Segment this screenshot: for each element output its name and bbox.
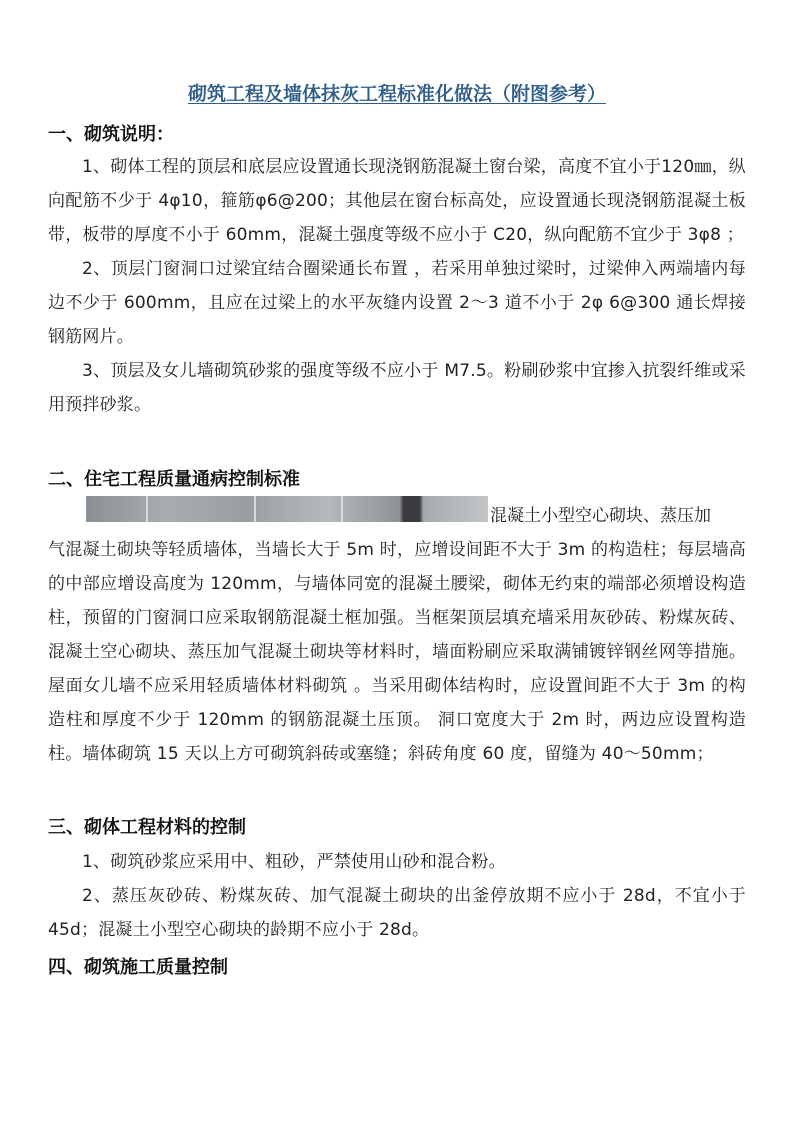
paragraph: 2、顶层门窗洞口过梁宜结合圈梁通长布置 ，若采用单独过梁时，过梁伸入两端墙内每边不少于 600mm，且应在过梁上的水平灰缝内设置 2～3 道不小于 2φ 6@300 通长焊接钢筋网片。: [48, 259, 746, 347]
section-2-body: [48, 533, 746, 771]
paragraph: 2、蒸压灰砂砖、粉煤灰砖、加气混凝土砌块的出釜停放期不应小于 28d，不宜小于 45d；混凝土小型空心砌块的龄期不应小于 28d。: [48, 886, 746, 940]
section-heading-4: 四、砌筑施工质量控制: [48, 957, 228, 978]
section-heading-2: 二、住宅工程质量通病控制标准: [48, 469, 300, 490]
section-heading-3: 三、砌体工程材料的控制: [48, 817, 246, 838]
section-1-body: [48, 150, 746, 422]
document-title: 砌筑工程及墙体抹灰工程标准化做法（附图参考）: [187, 83, 606, 105]
section-heading-1: 一、砌筑说明：: [48, 124, 174, 145]
paragraph: 1、砌体工程的顶层和底层应设置通长现浇钢筋混凝土窗台梁，高度不宜小于120㎜，纵向配筋不少于 4φ10，箍筋φ6@200；其他层在窗台标高处，应设置通长现浇钢筋混凝土板带，板带的厚度不小于 60mm，混凝土强度等级不应小于 C20，纵向配筋不宜少于 3φ8 ；: [48, 157, 746, 245]
section-3-body: [48, 845, 746, 947]
paragraph-lead: 混凝土小型空心砌块、蒸压加: [490, 506, 711, 526]
embedded-photo-strip: [86, 496, 488, 522]
paragraph: 3、顶层及女儿墙砌筑砂浆的强度等级不应小于 M7.5。粉刷砂浆中宜掺入抗裂纤维或采用预拌砂浆。: [48, 361, 746, 415]
paragraph: 1、砌筑砂浆应采用中、粗砂，严禁使用山砂和混合粉。: [82, 852, 506, 872]
paragraph: 气混凝土砌块等轻质墙体，当墙长大于 5m 时，应增设间距不大于 3m 的构造柱；每层墙高的中部应增设高度为 120mm，与墙体同宽的混凝土腰梁，砌体无约束的端部必须增设构造柱，预留的门窗洞口应采取钢筋混凝土框加强。当框架顶层填充墙采用灰砂砖、粉煤灰砖、混凝土空心砌块、蒸压加气混凝土砌块等材料时，墙面粉刷应采取满铺镀锌钢丝网等措施。 屋面女儿墙不应采用轻质墙体材料砌筑 。当采用砌体结构时，应设置间距不大于 3m 的构造柱和厚度不少于 120mm 的钢筋混凝土压顶。 洞口宽度大于 2m 时，两边应设置构造柱。墙体砌筑 15 天以上方可砌筑斜砖或塞缝；斜砖角度 60 度，留缝为 40～50mm；: [48, 540, 746, 764]
